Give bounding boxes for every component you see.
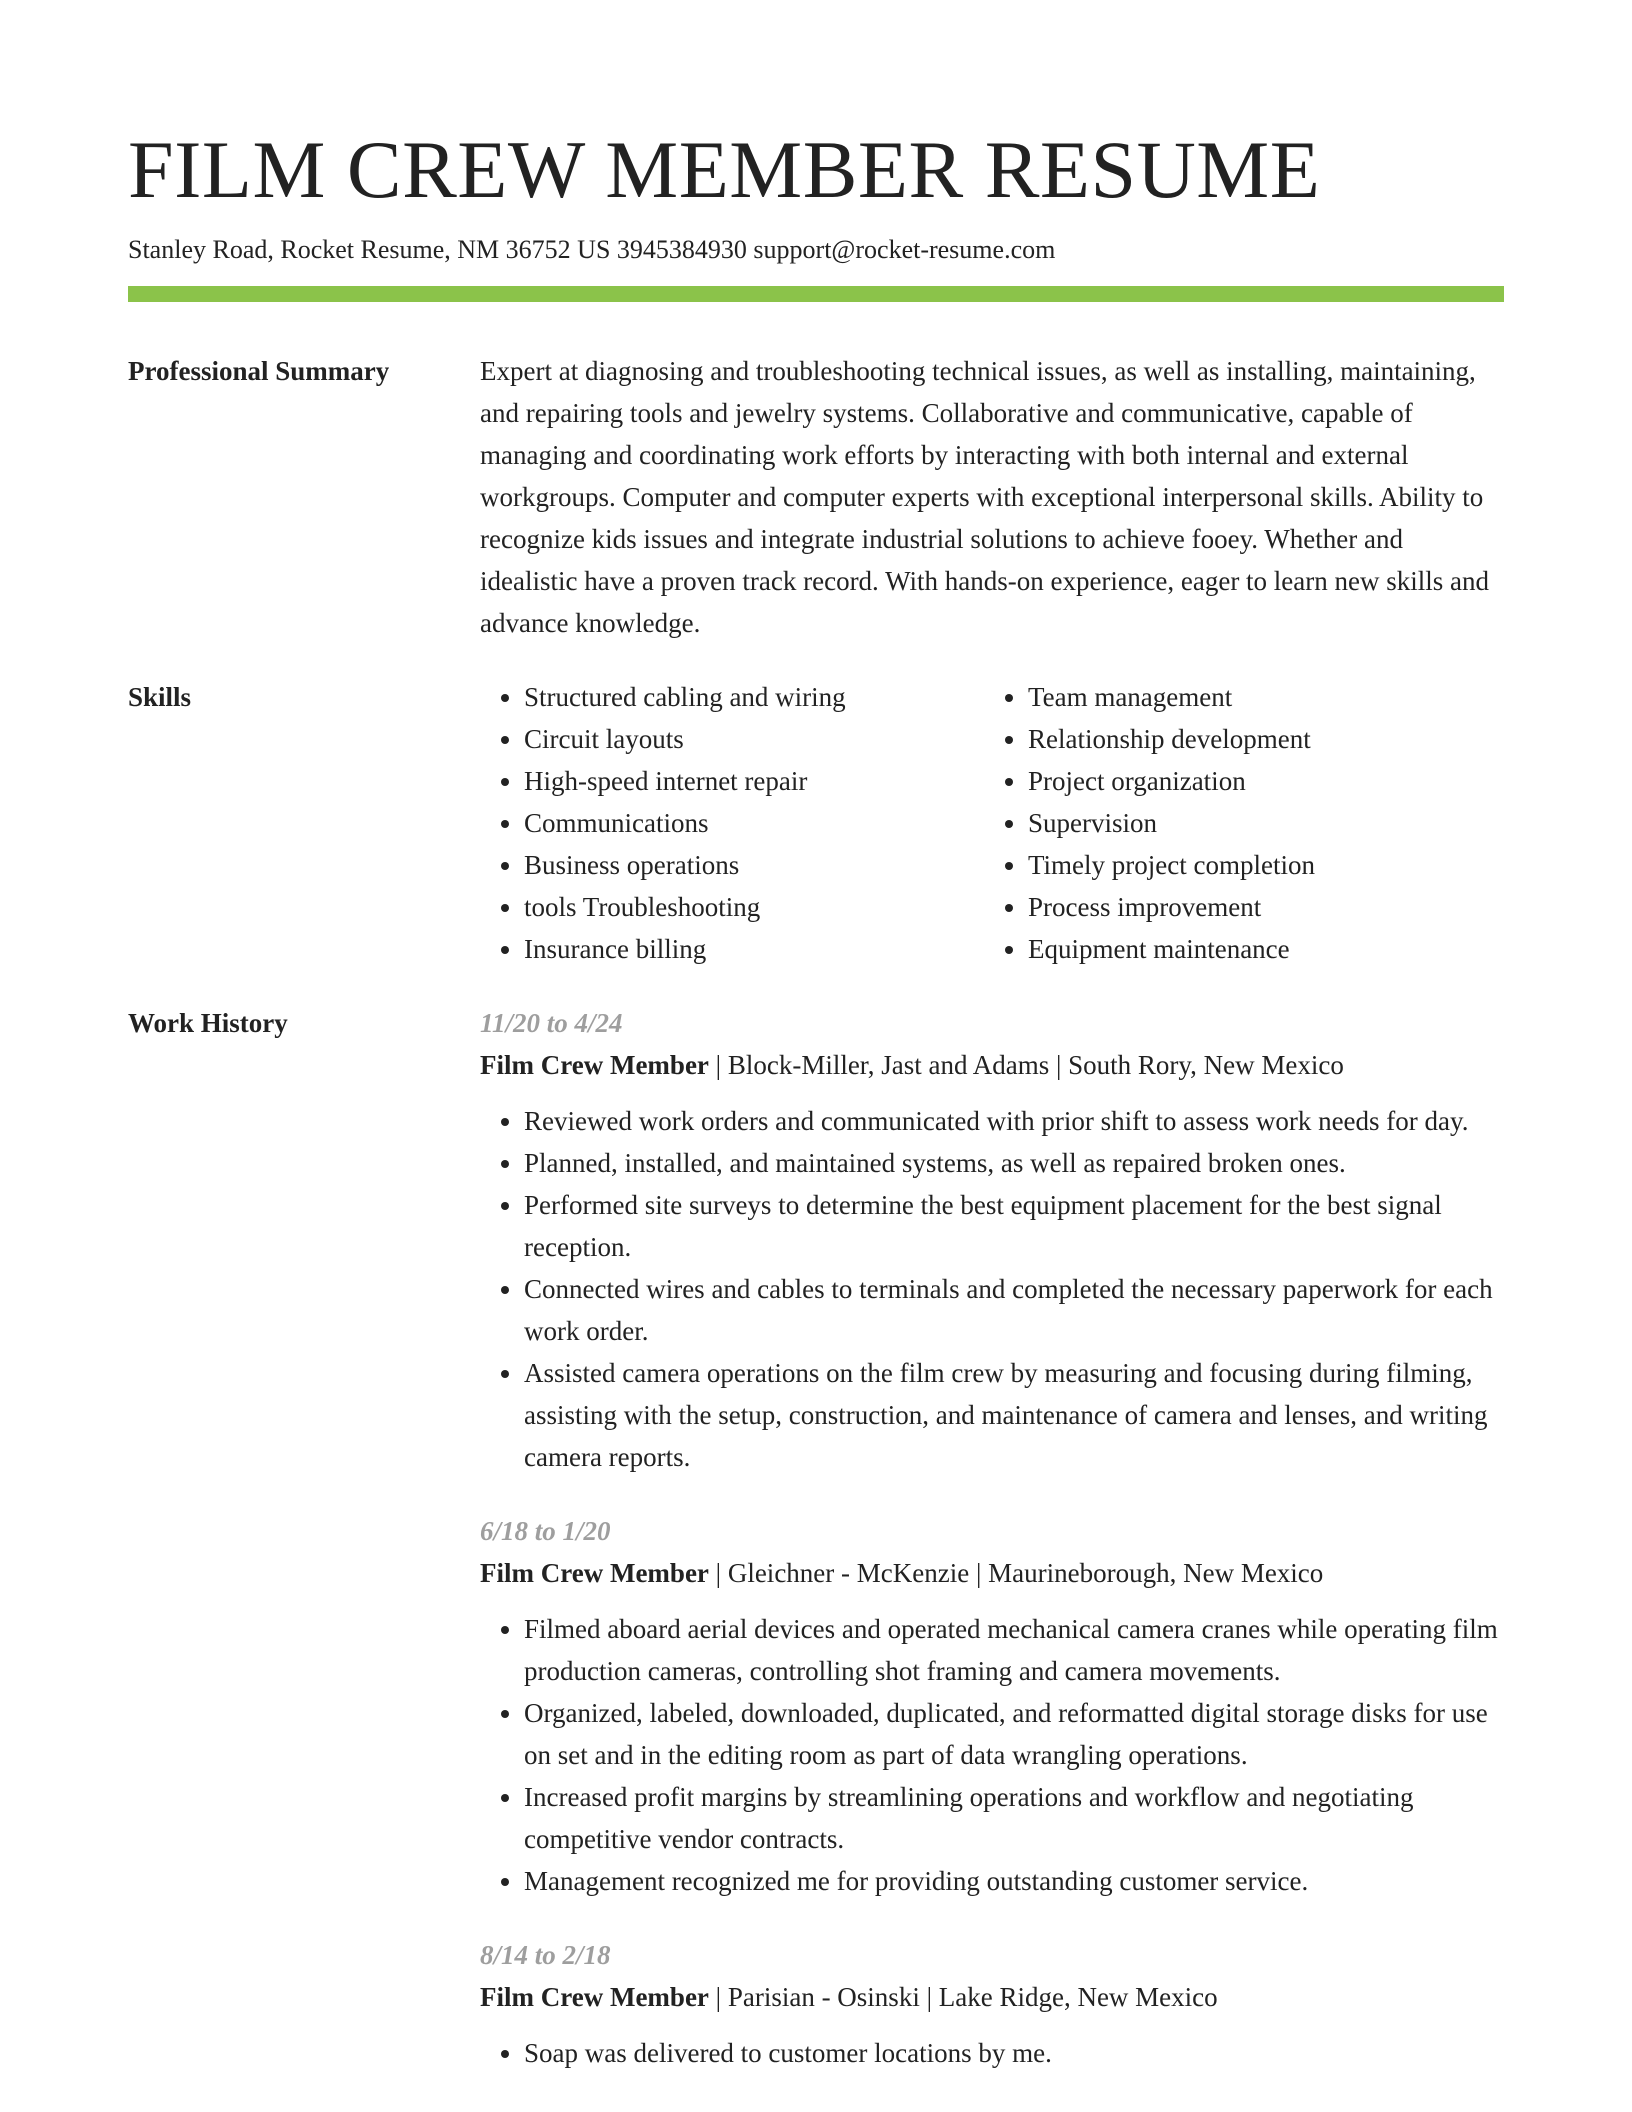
resume-page <box>128 120 1504 2106</box>
skill-item: • Business operations <box>524 844 984 886</box>
summary-text: Expert at diagnosing and troubleshooting technical issues, as well as installing, maintaining, and repairing tools and jewelry systems. Collaborative and communicative, capable of managing and coordinating work efforts by interacting with both internal and external workgroups. Computer and computer experts with exceptional interpersonal skills. Ability to recognize kids issues and integrate industrial solutions to achieve fooey. Whether and idealistic have a proven track record. With hands-on experience, eager to learn new skills and advance knowledge. <box>480 356 1490 638</box>
job-header: Film Crew Member | Parisian - Osinski | Lake Ridge, New Mexico <box>480 1982 1218 2012</box>
job-bullet: • Management recognized me for providing outstanding customer service. <box>524 1860 1504 1902</box>
job-bullet: • Connected wires and cables to terminals and completed the necessary paperwork for each work order. <box>524 1268 1504 1352</box>
job-bullets <box>480 1100 1504 1478</box>
job-bullet: • Reviewed work orders and communicated with prior shift to assess work needs for day. <box>524 1100 1504 1142</box>
skill-item: • High-speed internet repair <box>524 760 984 802</box>
job-bullet: • Planned, installed, and maintained systems, as well as repaired broken ones. <box>524 1142 1504 1184</box>
summary-section <box>128 350 1504 644</box>
job-bullets <box>480 1608 1504 1902</box>
job-bullets <box>480 2032 1504 2074</box>
job-entry <box>480 1934 1504 2074</box>
job-header: Film Crew Member | Gleichner - McKenzie | Maurineborough, New Mexico <box>480 1558 1324 1588</box>
skills-section <box>128 676 1504 970</box>
summary-heading: Professional Summary <box>128 356 390 386</box>
job-bullet: • Performed site surveys to determine the best equipment placement for the best signal reception. <box>524 1184 1504 1268</box>
contact-phone: 3945384930 <box>616 235 747 264</box>
job-title: Film Crew Member <box>480 1050 709 1080</box>
skills-list-right <box>984 676 1488 970</box>
resume-title: FILM CREW MEMBER RESUME <box>128 124 1321 215</box>
job-title: Film Crew Member <box>480 1982 709 2012</box>
job-location: Maurineborough, New Mexico <box>988 1558 1324 1588</box>
job-bullet: • Organized, labeled, downloaded, duplicated, and reformatted digital storage disks for use on set and in the editing room as part of data wrangling operations. <box>524 1692 1504 1776</box>
skill-item: • Circuit layouts <box>524 718 984 760</box>
skill-item: • Timely project completion <box>1028 844 1488 886</box>
job-header: Film Crew Member | Block-Miller, Jast and Adams | South Rory, New Mexico <box>480 1050 1344 1080</box>
skill-item: • Equipment maintenance <box>1028 928 1488 970</box>
skill-item: • Supervision <box>1028 802 1488 844</box>
job-dates: 6/18 to 1/20 <box>480 1516 611 1546</box>
work-history-section <box>128 1002 1504 2106</box>
skill-item: • Process improvement <box>1028 886 1488 928</box>
header-divider <box>128 286 1504 302</box>
contact-line <box>128 234 1504 266</box>
job-dates: 11/20 to 4/24 <box>480 1008 623 1038</box>
job-bullet: • Soap was delivered to customer locations by me. <box>524 2032 1504 2074</box>
job-title: Film Crew Member <box>480 1558 709 1588</box>
job-bullet: • Assisted camera operations on the film crew by measuring and focusing during filming, assisting with the setup, construction, and maintenance of camera and lenses, and writing camera reports. <box>524 1352 1504 1478</box>
skill-item: • Team management <box>1028 676 1488 718</box>
skills-list-left <box>480 676 984 970</box>
skill-item: • Insurance billing <box>524 928 984 970</box>
contact-email: support@rocket-resume.com <box>753 235 1056 264</box>
job-entry <box>480 1510 1504 1902</box>
work-history-heading: Work History <box>128 1008 288 1038</box>
job-location: Lake Ridge, New Mexico <box>938 1982 1218 2012</box>
job-company: Gleichner - McKenzie <box>727 1558 970 1588</box>
job-company: Parisian - Osinski <box>727 1982 920 2012</box>
skill-item: • Project organization <box>1028 760 1488 802</box>
skill-item: • tools Troubleshooting <box>524 886 984 928</box>
skill-item: • Communications <box>524 802 984 844</box>
job-company: Block-Miller, Jast and Adams <box>727 1050 1050 1080</box>
job-bullet: • Filmed aboard aerial devices and operated mechanical camera cranes while operating film production cameras, controlling shot framing and camera movements. <box>524 1608 1504 1692</box>
job-bullet: • Increased profit margins by streamlining operations and workflow and negotiating competitive vendor contracts. <box>524 1776 1504 1860</box>
skill-item: • Relationship development <box>1028 718 1488 760</box>
contact-address: Stanley Road, Rocket Resume, NM 36752 US <box>128 235 611 264</box>
job-dates: 8/14 to 2/18 <box>480 1940 611 1970</box>
skills-heading: Skills <box>128 682 192 712</box>
job-entry <box>480 1002 1504 1478</box>
skill-item: • Structured cabling and wiring <box>524 676 984 718</box>
job-location: South Rory, New Mexico <box>1068 1050 1344 1080</box>
